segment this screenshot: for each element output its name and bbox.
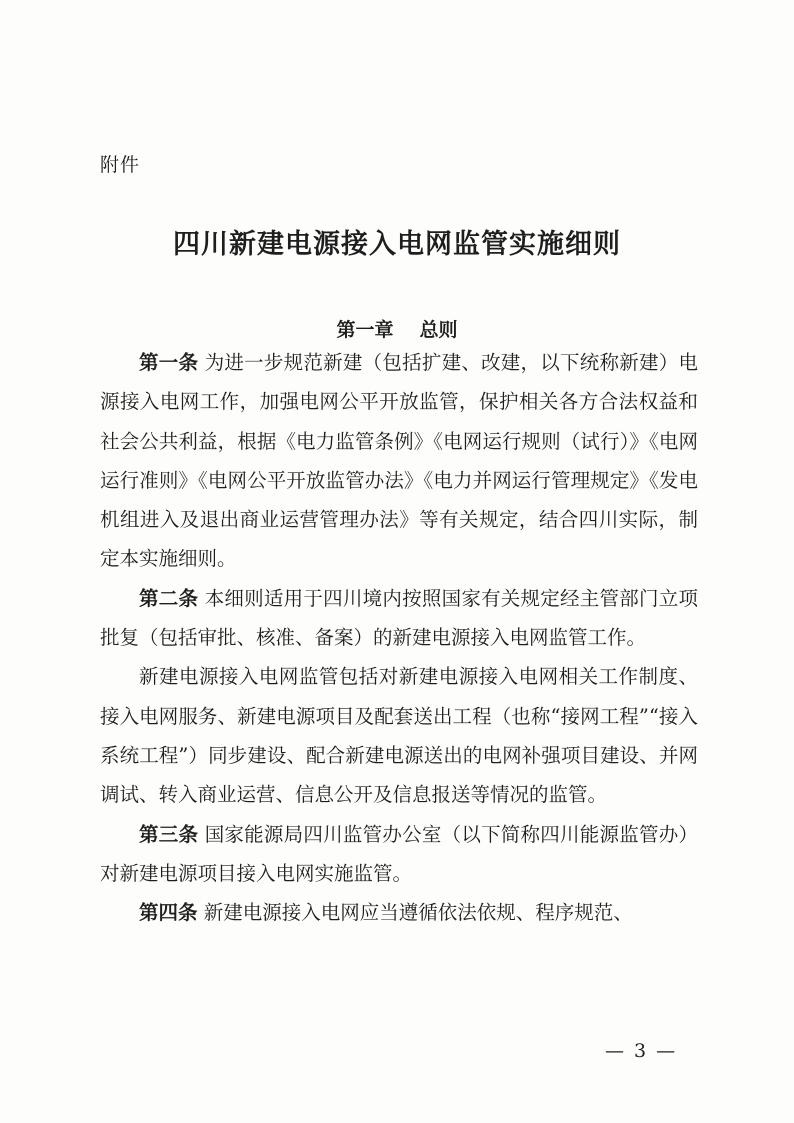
paragraph-text: 为进一步规范新建（包括扩建、改建，以下统称新建）电源接入电网工作，加强电网公平开放监管，保护相关各方合法权益和社会公共利益，根据《电力监管条例》《电网运行规则（试行）》《电网运行准则》《电网公平开放监管办法》《电力并网运行管理规定》《发电机组进入及退出商业运营管理办法》等有关规定，结合四川实际，制定本实施细则。 bbox=[100, 351, 698, 571]
document-title: 四川新建电源接入电网监管实施细则 bbox=[173, 229, 621, 260]
chapter-heading bbox=[0, 315, 794, 342]
paragraph-article-2 bbox=[100, 579, 698, 658]
attachment-label: 附件 bbox=[100, 154, 141, 176]
paragraph-text: 新建电源接入电网监管包括对新建电源接入电网相关工作制度、接入电网服务、新建电源项目及配套送出工程（也称“接网工程”“接入系统工程”）同步建设、配合新建电源送出的电网补强项目建设、并网调试、转入商业运营、信息公开及信息报送等情况的监管。 bbox=[100, 665, 698, 807]
paragraph-text: 国家能源局四川监管办公室（以下简称四川能源监管办）对新建电源项目接入电网实施监管。 bbox=[100, 822, 698, 885]
paragraph-text: 本细则适用于四川境内按照国家有关规定经主管部门立项批复（包括审批、核准、备案）的新建电源接入电网监管工作。 bbox=[100, 586, 698, 650]
paragraph-article-4 bbox=[100, 893, 698, 932]
chapter-name: 总则 bbox=[419, 319, 458, 341]
document-body bbox=[100, 343, 698, 932]
paragraph-text: 新建电源接入电网应当遵循依法依规、程序规范、 bbox=[203, 901, 633, 925]
page-number: — 3 — bbox=[605, 1040, 678, 1062]
article-number: 第一条 bbox=[139, 351, 199, 374]
chapter-number: 第一章 bbox=[336, 319, 394, 341]
article-number: 第四条 bbox=[139, 901, 198, 925]
paragraph-article-2-scope bbox=[100, 657, 698, 814]
article-number: 第二条 bbox=[139, 586, 199, 610]
paragraph-article-3 bbox=[100, 815, 698, 894]
article-number: 第三条 bbox=[139, 822, 199, 846]
paragraph-article-1 bbox=[100, 343, 698, 579]
